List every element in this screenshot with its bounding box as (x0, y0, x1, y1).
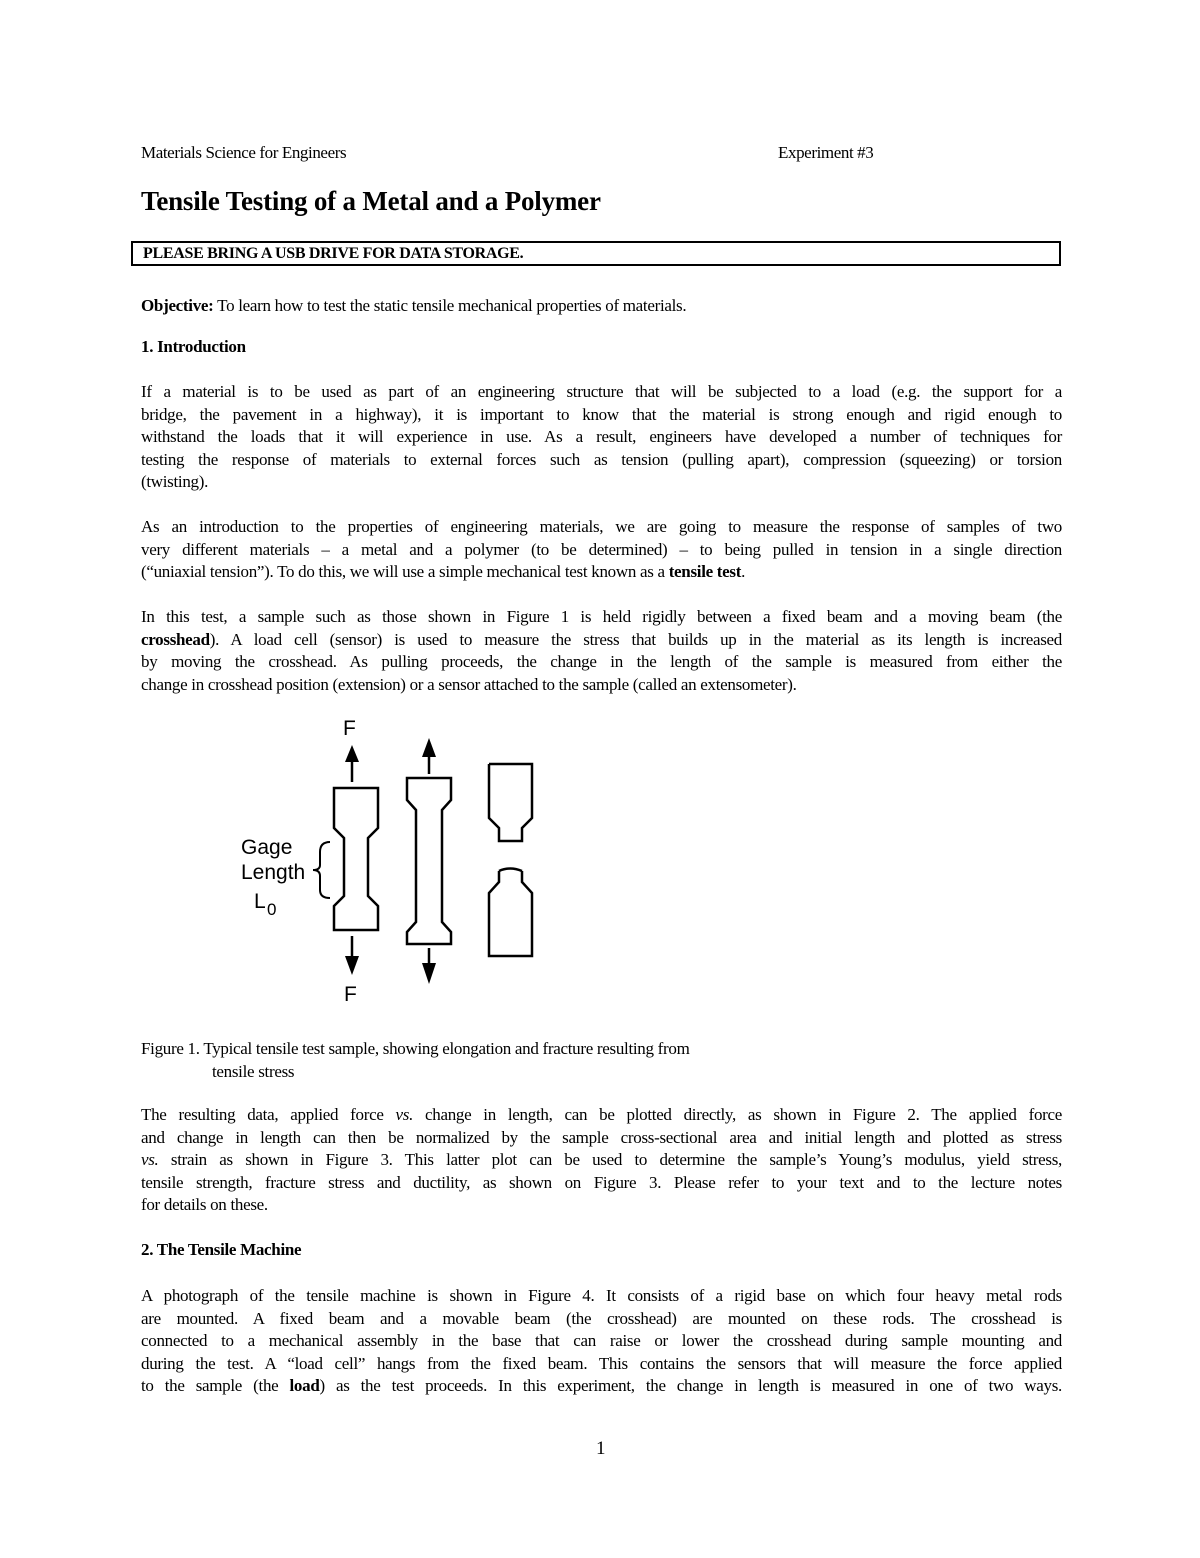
length-label: Length (241, 861, 306, 884)
machine-line-5 (141, 1375, 1062, 1398)
figure-1-caption (141, 1038, 690, 1083)
intro-p2-line-2: very different materials – a metal and a polymer (to be determined) – to being pulled in tension in a single direction (141, 539, 1062, 559)
intro-p1-line-3: withstand the loads that it will experience in use. As a result, engineers have developed a number of techniques for (141, 427, 1062, 447)
intro-paragraph-2 (141, 516, 1062, 584)
intro-p2-period: . (741, 562, 746, 582)
machine-line-4: during the test. A “load cell” hangs from the fixed beam. This contains the sensors that will measure the force applied (141, 1353, 1062, 1373)
results-line-5: for details on these. (141, 1195, 268, 1215)
course-name: Materials Science for Engineers (141, 143, 347, 162)
page-number: 1 (596, 1438, 606, 1459)
objective-label: Objective: (141, 296, 214, 315)
machine-paragraph (141, 1285, 1062, 1398)
force-label-top: F (343, 717, 356, 740)
length-symbol: L (254, 890, 266, 913)
results-line-1 (141, 1104, 1062, 1127)
usb-notice-box: PLEASE BRING A USB DRIVE FOR DATA STORAGE. (131, 241, 1061, 266)
results-line-1c: change in length, can be plotted directly, as shown in Figure 2. The applied force (413, 1105, 1062, 1124)
objective-paragraph (141, 295, 1062, 318)
force-label-bottom: F (344, 983, 357, 1006)
tensile-sample-elongated (407, 778, 451, 944)
intro-p1-line-5: (twisting). (141, 472, 209, 492)
intro-p3-line-2-text: ). A load cell (sensor) is used to measure the stress that builds up in the material as its length is increased (209, 629, 1062, 649)
section-1-heading: 1. Introduction (141, 337, 246, 356)
intro-paragraph-3 (141, 606, 1062, 696)
section-2-heading: 2. The Tensile Machine (141, 1240, 302, 1259)
intro-paragraph-1 (141, 381, 1062, 494)
intro-p3-line-4: change in crosshead position (extension) or a sensor attached to the sample (called an extensometer). (141, 674, 797, 694)
results-line-3b: strain as shown in Figure 3. This latter plot can be used to determine the sample’s Young’s modulus, yield stress, (158, 1150, 1062, 1170)
machine-line-5c: ) as the test proceeds. In this experiment, the change in length is measured in one of two ways. (319, 1376, 1062, 1396)
vs-term-2: vs. (141, 1150, 159, 1170)
intro-p3-line-2 (141, 629, 1062, 652)
fractured-sample-bottom (489, 871, 532, 956)
results-line-4: tensile strength, fracture stress and ductility, as shown on Figure 3. Please refer to your text and to the lecture notes (141, 1172, 1062, 1192)
machine-line-3: connected to a mechanical assembly in the base that can raise or lower the crosshead during sample mounting and (141, 1331, 1062, 1351)
machine-line-5a: to the sample (the (141, 1376, 290, 1396)
intro-p2-text: (“uniaxial tension”). To do this, we will use a simple mechanical test known as a (141, 562, 669, 582)
caption-line-1: Figure 1. Typical tensile test sample, showing elongation and fracture resulting from (141, 1039, 690, 1058)
document-title: Tensile Testing of a Metal and a Polymer (141, 186, 601, 216)
results-line-1a: The resulting data, applied force (141, 1105, 396, 1124)
gage-label: Gage (241, 836, 293, 859)
fracture-surface-curve (499, 869, 522, 872)
intro-p1-line-2: bridge, the pavement in a highway), it is important to know that the material is strong enough and rigid enough to (141, 404, 1062, 424)
intro-p3-line-1: In this test, a sample such as those shown in Figure 1 is held rigidly between a fixed beam and a moving beam (the (141, 607, 1062, 626)
arrow-head-up-1 (345, 745, 359, 762)
vs-term-1: vs. (395, 1105, 414, 1124)
machine-line-1: A photograph of the tensile machine is shown in Figure 4. It consists of a rigid base on which four heavy metal rods (141, 1286, 1062, 1305)
results-line-2: and change in length can then be normalized by the sample cross-sectional area and initial length and plotted as stress (141, 1127, 1062, 1147)
intro-p3-line-3: by moving the crosshead. As pulling proceeds, the change in the length of the sample is measured from either the (141, 652, 1062, 672)
crosshead-term: crosshead (141, 629, 210, 649)
tensile-sample-original (334, 788, 378, 930)
intro-p2-line-1: As an introduction to the properties of engineering materials, we are going to measure the response of samples of two (141, 517, 1062, 536)
experiment-number: Experiment #3 (778, 143, 874, 162)
length-subscript: 0 (267, 900, 277, 919)
intro-p1-line-4: testing the response of materials to external forces such as tension (pulling apart), compression (squeezing) or torsion (141, 449, 1062, 469)
arrow-head-down-1 (345, 956, 359, 975)
arrow-head-up-2 (422, 738, 436, 757)
tensile-test-term: tensile test (668, 562, 742, 582)
arrow-head-down-2 (422, 963, 436, 984)
intro-p2-line-3 (141, 561, 1062, 584)
intro-p1-line-1: If a material is to be used as part of an engineering structure that will be subjected to a load (e.g. the support for a (141, 382, 1062, 401)
gage-length-brace (313, 842, 330, 898)
results-paragraph (141, 1104, 1062, 1217)
machine-line-2: are mounted. A fixed beam and a movable beam (the crosshead) are mounted on these rods. The crosshead is (141, 1308, 1062, 1328)
fractured-sample-top (489, 764, 532, 841)
load-term: load (289, 1376, 320, 1396)
results-line-3 (141, 1149, 1062, 1172)
objective-text: To learn how to test the static tensile mechanical properties of materials. (213, 296, 687, 315)
caption-line-2: tensile stress (212, 1061, 295, 1081)
